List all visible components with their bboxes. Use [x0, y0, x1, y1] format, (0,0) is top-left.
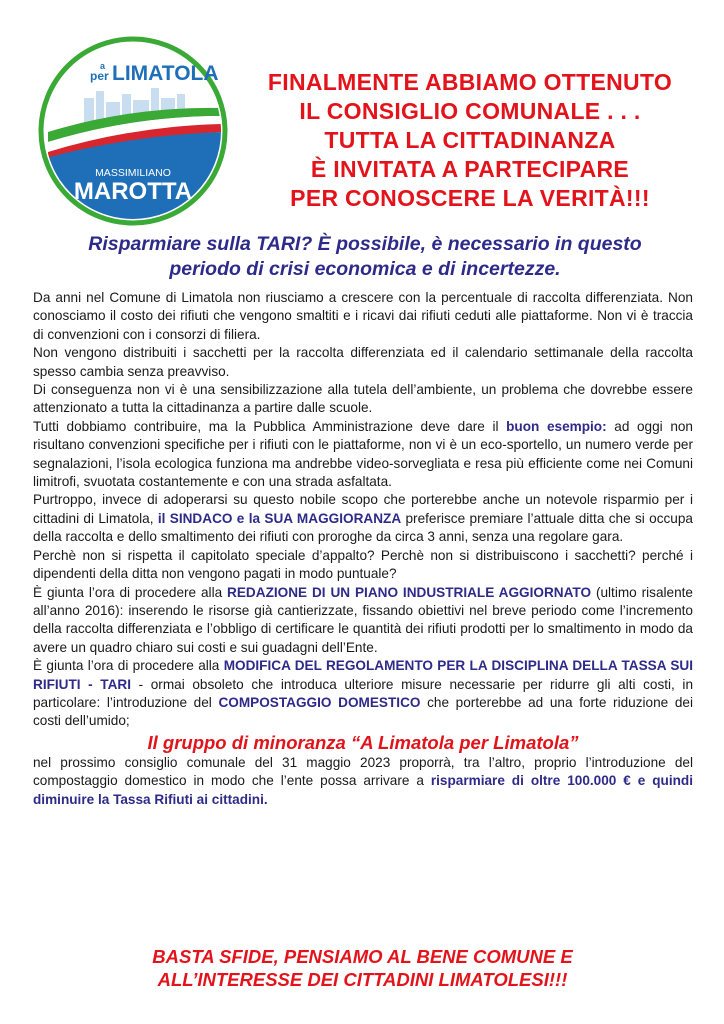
- closing-slogan: [40, 945, 685, 991]
- highlight: MODIFICA DEL REGOLAMENTO PER LA DISCIPLINA DELLA TASSA SUI RIFIUTI - TARI: [33, 658, 694, 692]
- subtitle-line: Risparmiare sulla TARI? È possibile, è necessario in questo: [88, 233, 642, 255]
- headline-line: IL CONSIGLIO COMUNALE . . .: [299, 98, 641, 124]
- closing-line: ALL’INTERESSE DEI CITTADINI LIMATOLESI!!!: [157, 969, 568, 990]
- minority-heading: Il gruppo di minoranza “A Limatola per Limatola”: [147, 731, 579, 753]
- limatola-logo: [38, 36, 228, 226]
- headline-line: TUTTA LA CITTADINANZA: [324, 127, 616, 153]
- paragraph: Purtroppo, invece di adoperarsi su questo nobile scopo che porterebbe anche un notevole risparmio per i cittadini di Limatola, il SINDACO e la SUA MAGGIORANZA preferisce premiare l’attuale ditta che si occupa della raccolta e dello smaltimento dei rifiuti con proroghe da circa 3 anni, senza una regolare gara.: [33, 492, 693, 545]
- headline: [240, 68, 700, 213]
- body-text: [33, 289, 693, 809]
- paragraph: Di conseguenza non vi è una sensibilizzazione alla tutela dell’ambiente, un problema che dovrebbe essere attenzionato a tutta la cittadinanza a partire dalle scuole.: [33, 382, 693, 416]
- logo-small-a: a: [100, 61, 106, 71]
- closing-line: BASTA SFIDE, PENSIAMO AL BENE COMUNE E: [152, 946, 573, 967]
- logo-candidate-last: MAROTTA: [73, 178, 193, 205]
- paragraph: È giunta l’ora di procedere alla MODIFICA DEL REGOLAMENTO PER LA DISCIPLINA DELLA TASSA SUI RIFIUTI - TARI - ormai obsoleto che introduca ulteriore misure necessarie per ridurre gli alti costi, in particolare: l’introduzione del COMPOSTAGGIO DOMESTICO che porterebbe ad una forte riduzione dei costi dell’umido;: [33, 658, 694, 729]
- subtitle-line: periodo di crisi economica e di incertezze.: [169, 258, 561, 280]
- paragraph: Perchè non si rispetta il capitolato speciale d’appalto? Perchè non si distribuiscono i sacchetti? perché i dipendenti della ditta non vengono pagati in modo puntuale?: [33, 547, 693, 582]
- paragraph: Da anni nel Comune di Limatola non riusciamo a crescere con la percentuale di raccolta differenziata. Non conosciamo il costo dei rifiuti che vengono smaltiti e i ricavi dai rifiuti ceduti alle piattaforme. Non vi è traccia di convenzioni con i consorzi di filiera.: [33, 290, 693, 342]
- paragraph: Tutti dobbiamo contribuire, ma la Pubblica Amministrazione deve dare il buon esempio: ad oggi non risultano convenzioni specifiche per i rifiuti con le piattaforme, non vi è un eco-sportello, un numero verde per segnalazioni, l’isola ecologica funziona ma andrebbe video-sorvegliata e resa più efficiente come nei Comuni limitrofi, svuotata costantemente e con una strada asfaltata.: [33, 418, 693, 490]
- highlight: buon esempio:: [506, 418, 607, 434]
- headline-line: PER CONOSCERE LA VERITÀ!!!: [290, 185, 650, 211]
- highlight: REDAZIONE DI UN PIANO INDUSTRIALE AGGIORNATO: [227, 584, 592, 600]
- headline-line: FINALMENTE ABBIAMO OTTENUTO: [267, 69, 673, 95]
- subtitle: [40, 232, 690, 282]
- headline-line: È INVITATA A PARTECIPARE: [310, 156, 630, 182]
- logo-title: LIMATOLA: [112, 62, 219, 85]
- highlight: COMPOSTAGGIO DOMESTICO: [218, 694, 421, 710]
- paragraph: È giunta l’ora di procedere alla REDAZIONE DI UN PIANO INDUSTRIALE AGGIORNATO (ultimo risalente all’anno 2016): inserendo le risorse già cantierizzate, fissando obiettivi nel breve periodo come l’incremento della raccolta differenziata e l’obbligo di certificare le quantità dei rifiuti prodotti per lo smaltimento in modo da avere un quadro chiaro sui costi e sui guadagni dell’Ente.: [33, 584, 693, 655]
- paragraph: Non vengono distribuiti i sacchetti per la raccolta differenziata ed il calendario settimanale della raccolta spesso cambia senza preavviso.: [33, 345, 693, 379]
- paragraph: nel prossimo consiglio comunale del 31 maggio 2023 proporrà, tra l’altro, proprio l’introduzione del compostaggio domestico in modo che l’ente possa arrivare a risparmiare di oltre 100.000 € e quindi diminuire la Tassa Rifiuti ai cittadini.: [33, 754, 693, 807]
- highlight: risparmiare di oltre 100.000 € e quindi diminuire la Tassa Rifiuti ai cittadini.: [33, 773, 693, 807]
- highlight: il SINDACO e la SUA MAGGIORANZA: [157, 510, 402, 526]
- logo-per: per: [90, 69, 109, 83]
- logo-candidate-first: MASSIMILIANO: [95, 167, 171, 179]
